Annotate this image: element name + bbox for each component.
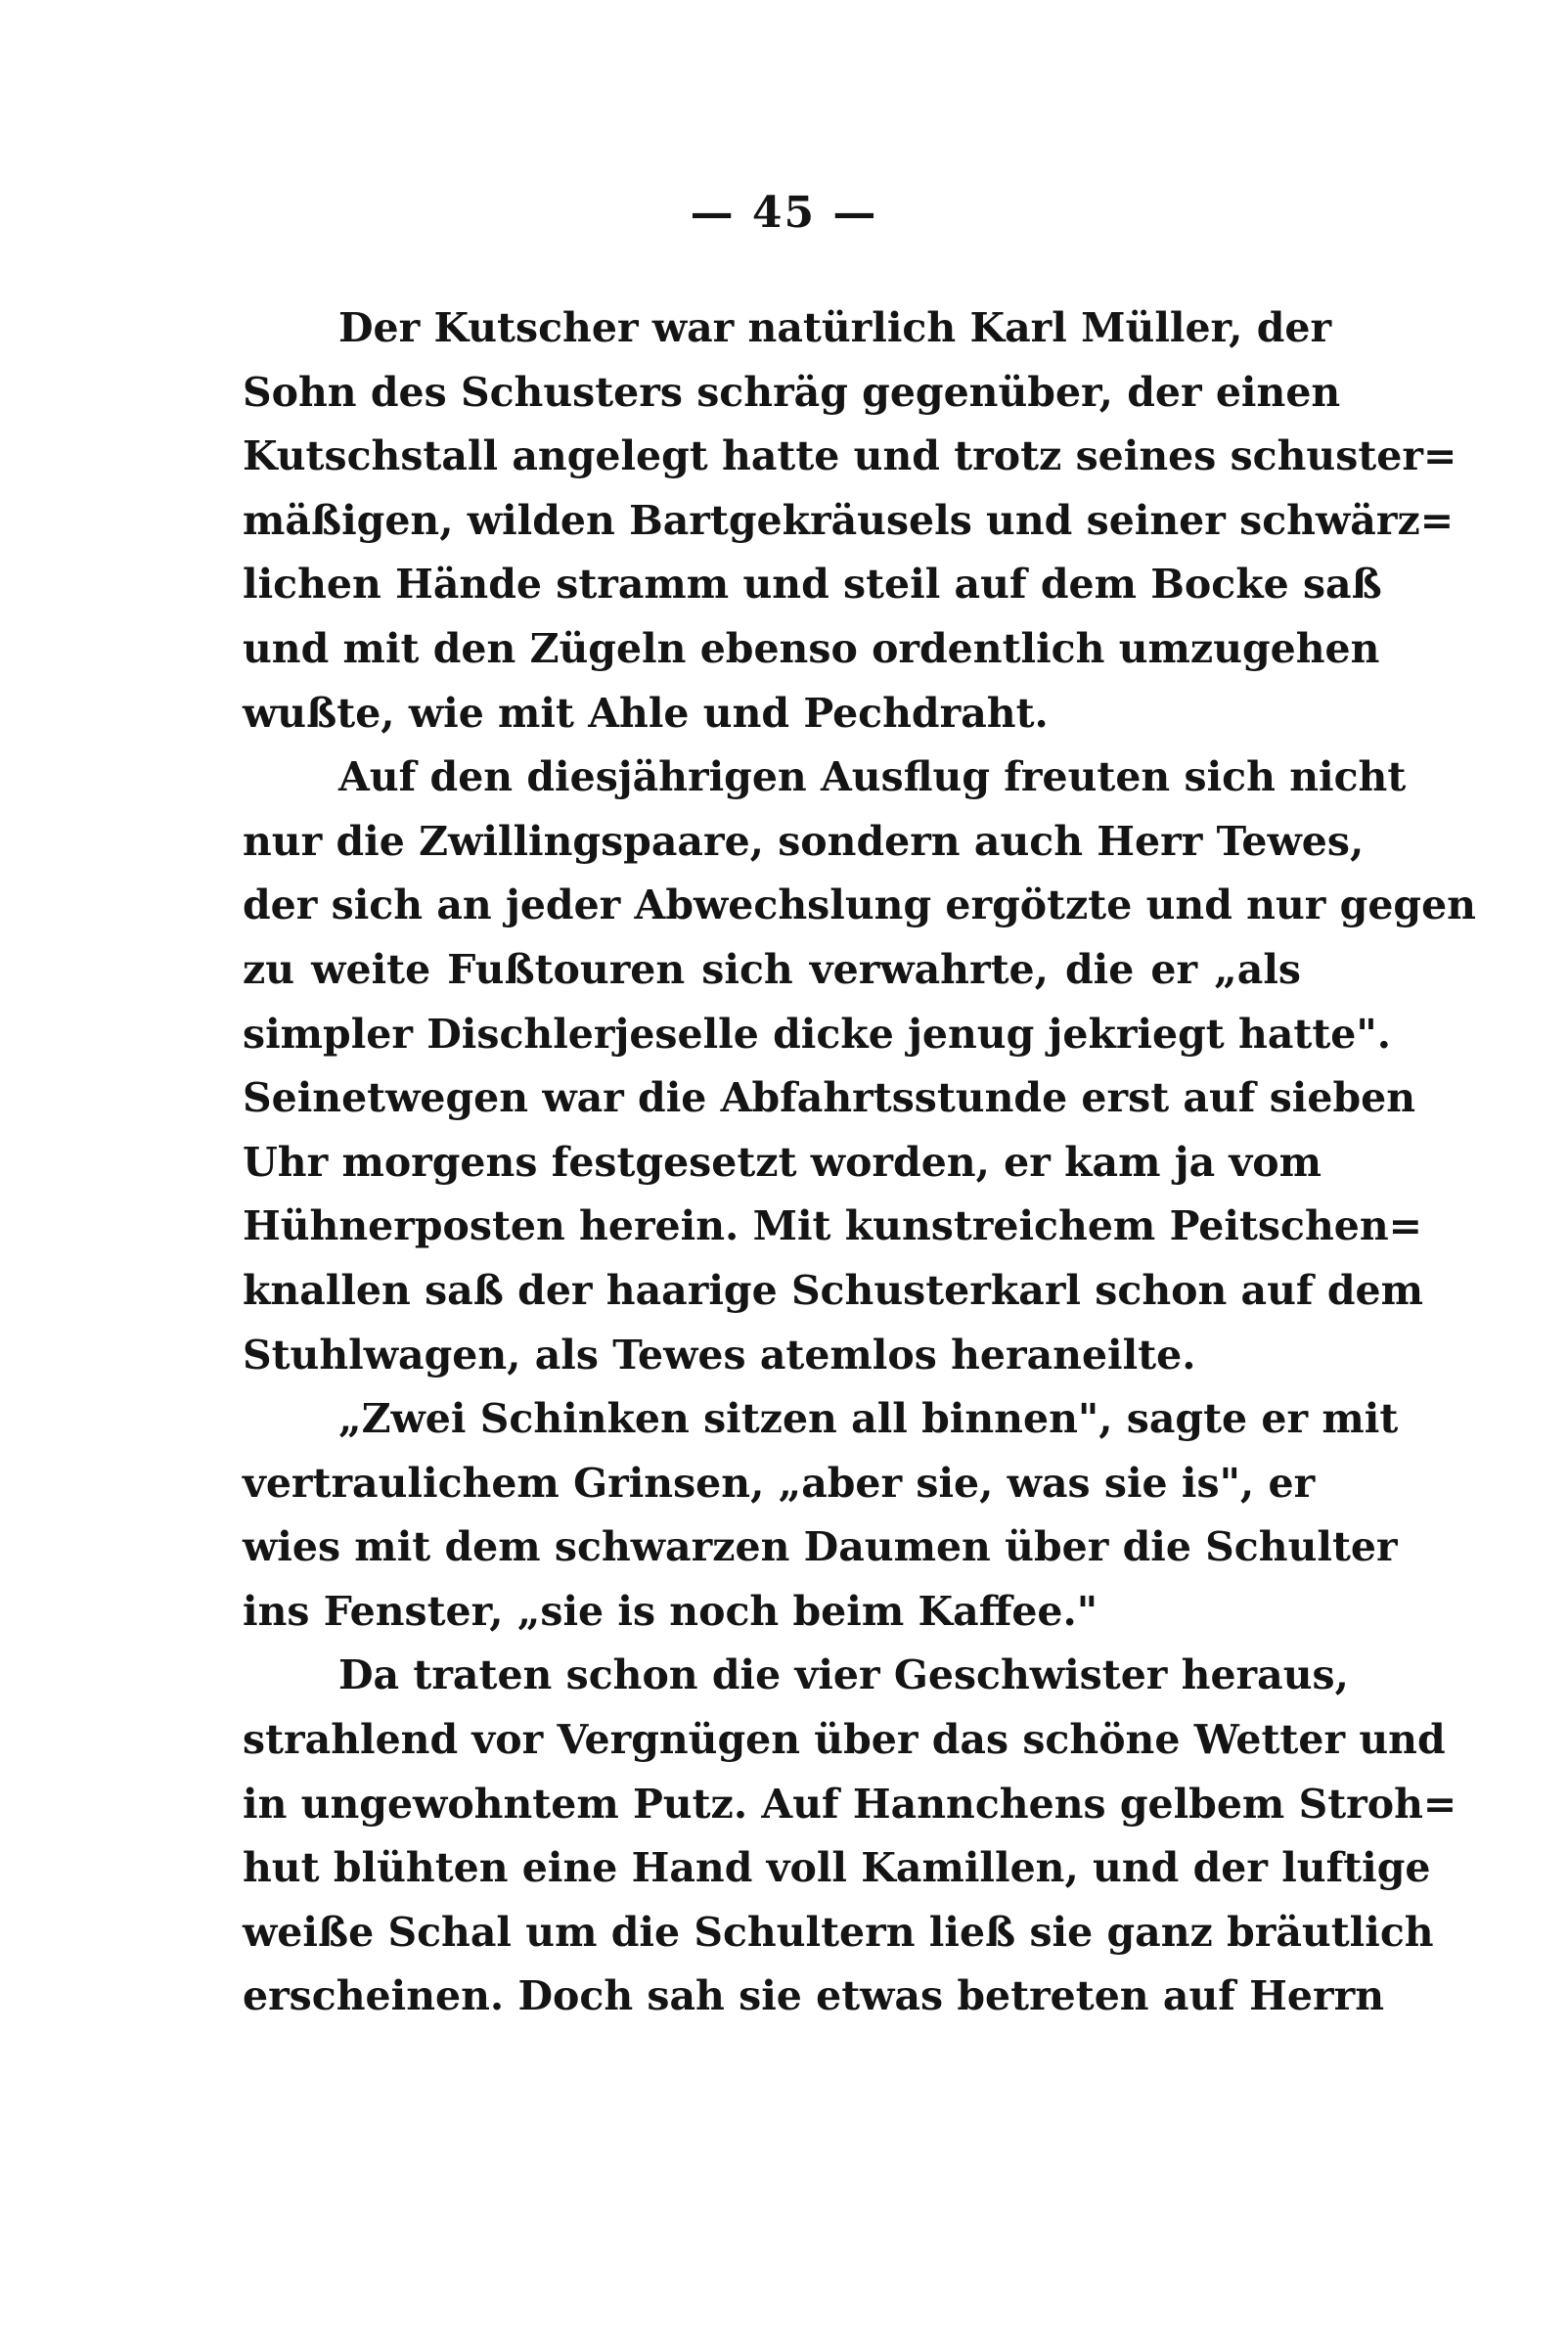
text-line: Hühnerposten herein. Mit kunstreichem Peitschen=	[243, 1202, 1422, 1250]
text-line: ins Fenster, „sie is noch beim Kaffee."	[243, 1587, 1098, 1635]
text-line: hut blühten eine Hand voll Kamillen, und der luftige	[243, 1844, 1431, 1892]
text-line: weiße Schal um die Schultern ließ sie ganz bräutlich	[243, 1908, 1434, 1956]
text-line: der sich an jeder Abwechslung ergötzte und nur gegen	[243, 881, 1476, 929]
text-line: Der Kutscher war natürlich Karl Müller, der	[338, 304, 1332, 351]
text-line: Stuhlwagen, als Tewes atemlos heraneilte.	[243, 1331, 1196, 1378]
text-line: „Zwei Schinken sitzen all binnen", sagte er mit	[338, 1395, 1399, 1443]
text-line: Seinetwegen war die Abfahrtsstunde erst auf sieben	[243, 1074, 1416, 1122]
text-line: Da traten schon die vier Geschwister heraus,	[338, 1651, 1349, 1699]
body-text	[243, 296, 1476, 2029]
text-line: knallen saß der haarige Schusterkarl schon auf dem	[243, 1266, 1423, 1314]
page-number: — 45 —	[690, 188, 878, 238]
text-line: mäßigen, wilden Bartgekräusels und seiner schwärz=	[243, 496, 1455, 544]
text-line: zu weite Fußtouren sich verwahrte, die er „als	[243, 945, 1301, 993]
text-line: strahlend vor Vergnügen über das schöne Wetter und	[243, 1716, 1446, 1764]
text-line: vertraulichem Grinsen, „aber sie, was sie is", er	[243, 1459, 1316, 1507]
text-line: lichen Hände stramm und steil auf dem Bocke saß	[243, 561, 1382, 609]
text-line: Auf den diesjährigen Ausflug freuten sich nicht	[338, 753, 1407, 801]
text-line: wußte, wie mit Ahle und Pechdraht.	[243, 689, 1049, 737]
text-line: Uhr morgens festgesetzt worden, er kam ja vom	[243, 1138, 1322, 1186]
text-line: wies mit dem schwarzen Daumen über die Schulter	[243, 1523, 1398, 1571]
text-line: Kutschstall angelegt hatte und trotz seines schuster=	[243, 432, 1457, 480]
text-line: Sohn des Schusters schräg gegenüber, der einen	[243, 368, 1341, 416]
text-line: und mit den Zügeln ebenso ordentlich umzugehen	[243, 624, 1380, 672]
text-line: nur die Zwillingspaare, sondern auch Herr Tewes,	[243, 817, 1365, 865]
text-line: in ungewohntem Putz. Auf Hannchens gelbem Stroh=	[243, 1780, 1457, 1828]
text-line: simpler Dischlerjeselle dicke jenug jekriegt hatte".	[243, 1010, 1391, 1058]
text-line: erscheinen. Doch sah sie etwas betreten auf Herrn	[243, 1972, 1384, 2020]
